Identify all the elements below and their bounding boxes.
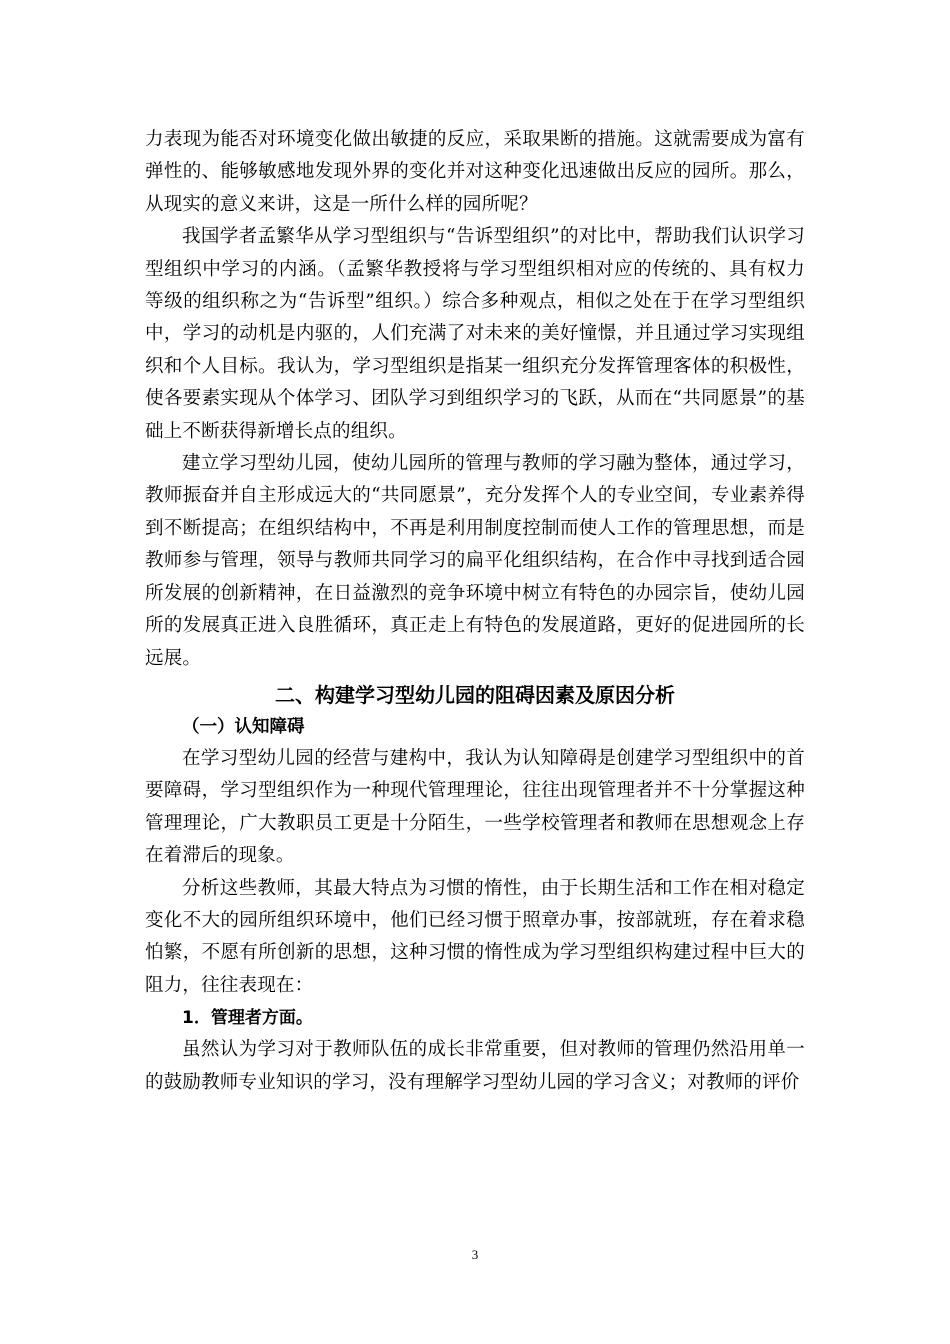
item-heading: 1．管理者方面。 [182,1008,313,1029]
paragraph-cognitive-barrier: 在学习型幼儿园的经营与建构中，我认为认知障碍是创建学习型组织中的首要障碍，学习型组织作为一种现代管理理论，往往出现管理者并不十分掌握这种管理理论，广大教职员工更是十分陌生，一些学校管理者和教师在思想观念上存在着滞后的现象。 [145,747,805,867]
paragraph-teacher-inertia: 分析这些教师，其最大特点为习惯的惰性，由于长期生活和工作在相对稳定变化不大的园所组织环境中，他们已经习惯于照章办事，按部就班，存在着求稳怕繁，不愿有所创新的思想，这种习惯的惰性成为学习型组织构建过程中巨大的阻力，往往表现在： [145,877,805,996]
document-body [145,124,805,1099]
paragraph-continuation: 力表现为能否对环境变化做出敏捷的反应，采取果断的措施。这就需要成为富有弹性的、能够敏感地发现外界的变化并对这种变化迅速做出反应的园所。那么，从现实的意义来讲，这是一所什么样的园所呢？ [145,129,805,215]
subsection-heading: （一）认知障碍 [182,716,305,737]
paragraph-manager-aspect: 虽然认为学习对于教师队伍的成长非常重要，但对教师的管理仍然沿用单一的鼓励教师专业知识的学习，没有理解学习型幼儿园的学习含义；对教师的评价 [145,1039,805,1093]
page-number: 3 [471,1247,479,1262]
paragraph-definition: 我国学者孟繁华从学习型组织与“告诉型组织”的对比中，帮助我们认识学习型组织中学习的内涵。（孟繁华教授将与学习型组织相对应的传统的、具有权力等级的组织称之为“告诉型”组织。）综合多种观点，相似之处在于在学习型组织中，学习的动机是内驱的，人们充满了对未来的美好憧憬，并且通过学习实现组织和个人目标。我认为，学习型组织是指某一组织充分发挥管理客体的积极性，使各要素实现从个体学习、团队学习到组织学习的飞跃，从而在“共同愿景”的基础上不断获得新增长点的组织。 [145,226,805,442]
paragraph-learning-kindergarten: 建立学习型幼儿园，使幼儿园所的管理与教师的学习融为整体，通过学习，教师振奋并自主形成远大的“共同愿景”，充分发挥个人的专业空间，专业素养得到不断提高；在组织结构中，不再是利用制度控制而使人工作的管理思想，而是教师参与管理，领导与教师共同学习的扁平化组织结构，在合作中寻找到适合园所发展的创新精神，在日益激烈的竞争环境中树立有特色的办园宗旨，使幼儿园所的发展真正进入良胜循环，真正走上有特色的发展道路，更好的促进园所的长远展。 [145,453,805,669]
section-heading: 二、构建学习型幼儿园的阻碍因素及原因分析 [275,682,675,707]
